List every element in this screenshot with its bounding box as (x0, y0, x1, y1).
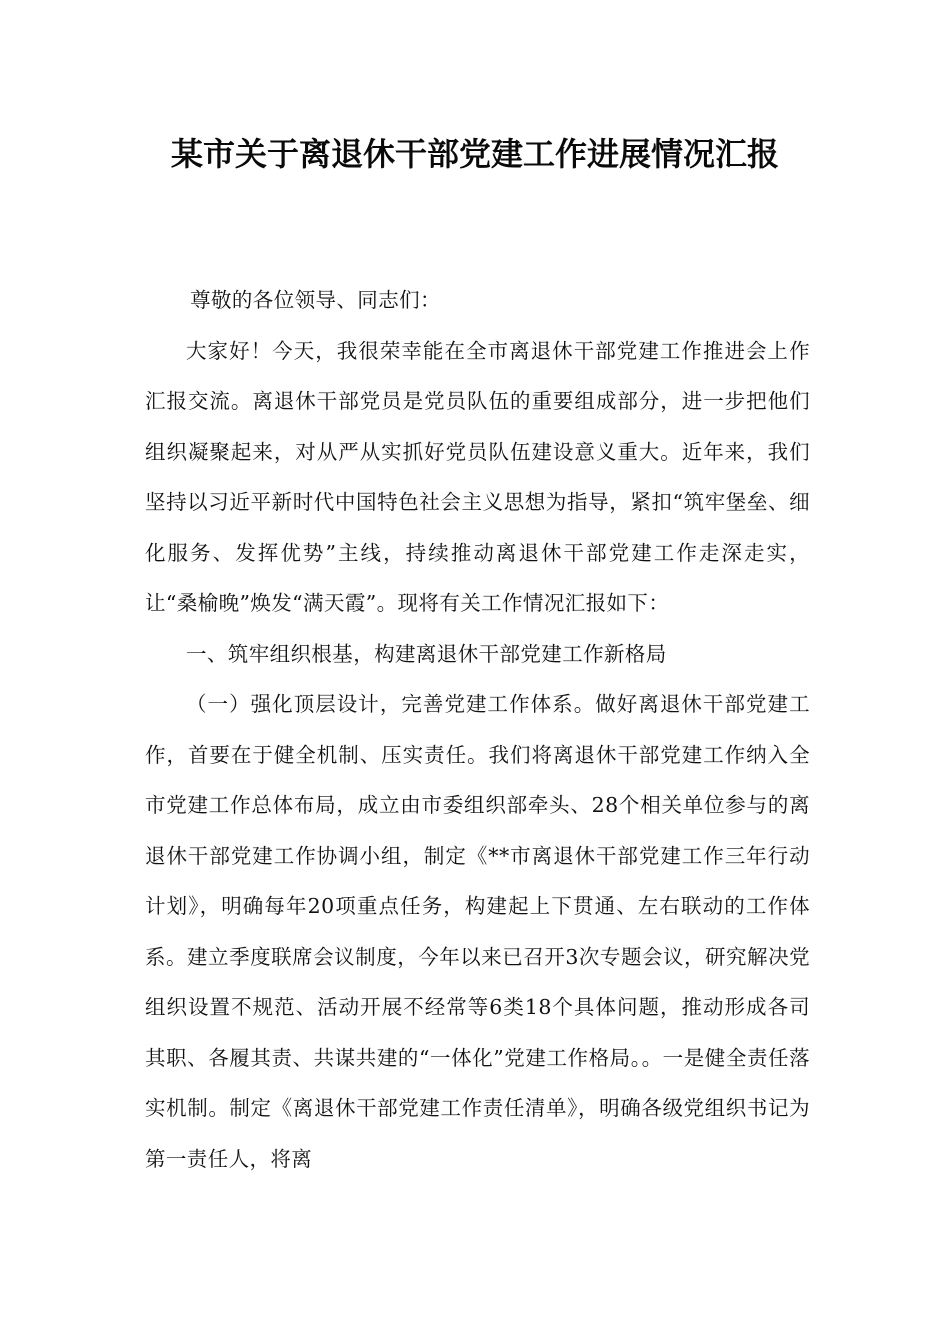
document-body (145, 275, 810, 1184)
document-title: 某市关于离退休干部党建工作进展情况汇报 (170, 135, 779, 173)
paragraph-subsection-1: （一）强化顶层设计，完善党建工作体系。做好离退休干部党建工作，首要在于健全机制、压实责任。我们将离退休干部党建工作纳入全市党建工作总体布局，成立由市委组织部牵头、28个相关单位参与的离退休干部党建工作协调小组，制定《**市离退休干部党建工作三年行动计划》，明确每年20项重点任务，构建起上下贯通、左右联动的工作体系。建立季度联席会议制度，今年以来已召开3次专题会议，研究解决党组织设置不规范、活动开展不经常等6类18个具体问题，推动形成各司其职、各履其责、共谋共建的“一体化”党建工作格局。。一是健全责任落实机制。制定《离退休干部党建工作责任清单》，明确各级党组织书记为第一责任人，将离 (145, 692, 810, 1171)
section-heading-1: 一、筑牢组织根基，构建离退休干部党建工作新格局 (186, 641, 667, 666)
paragraph-intro: 大家好！今天，我很荣幸能在全市离退休干部党建工作推进会上作汇报交流。离退休干部党员是党员队伍的重要组成部分，进一步把他们组织凝聚起来，对从严从实抓好党员队伍建设意义重大。近年来，我们坚持以习近平新时代中国特色社会主义思想为指导，紧扣“筑牢堡垒、细化服务、发挥优势”主线，持续推动离退休干部党建工作走深走实，让“桑榆晚”焕发“满天霞”。现将有关工作情况汇报如下： (145, 338, 810, 615)
salutation: 尊敬的各位领导、同志们： (190, 288, 441, 312)
